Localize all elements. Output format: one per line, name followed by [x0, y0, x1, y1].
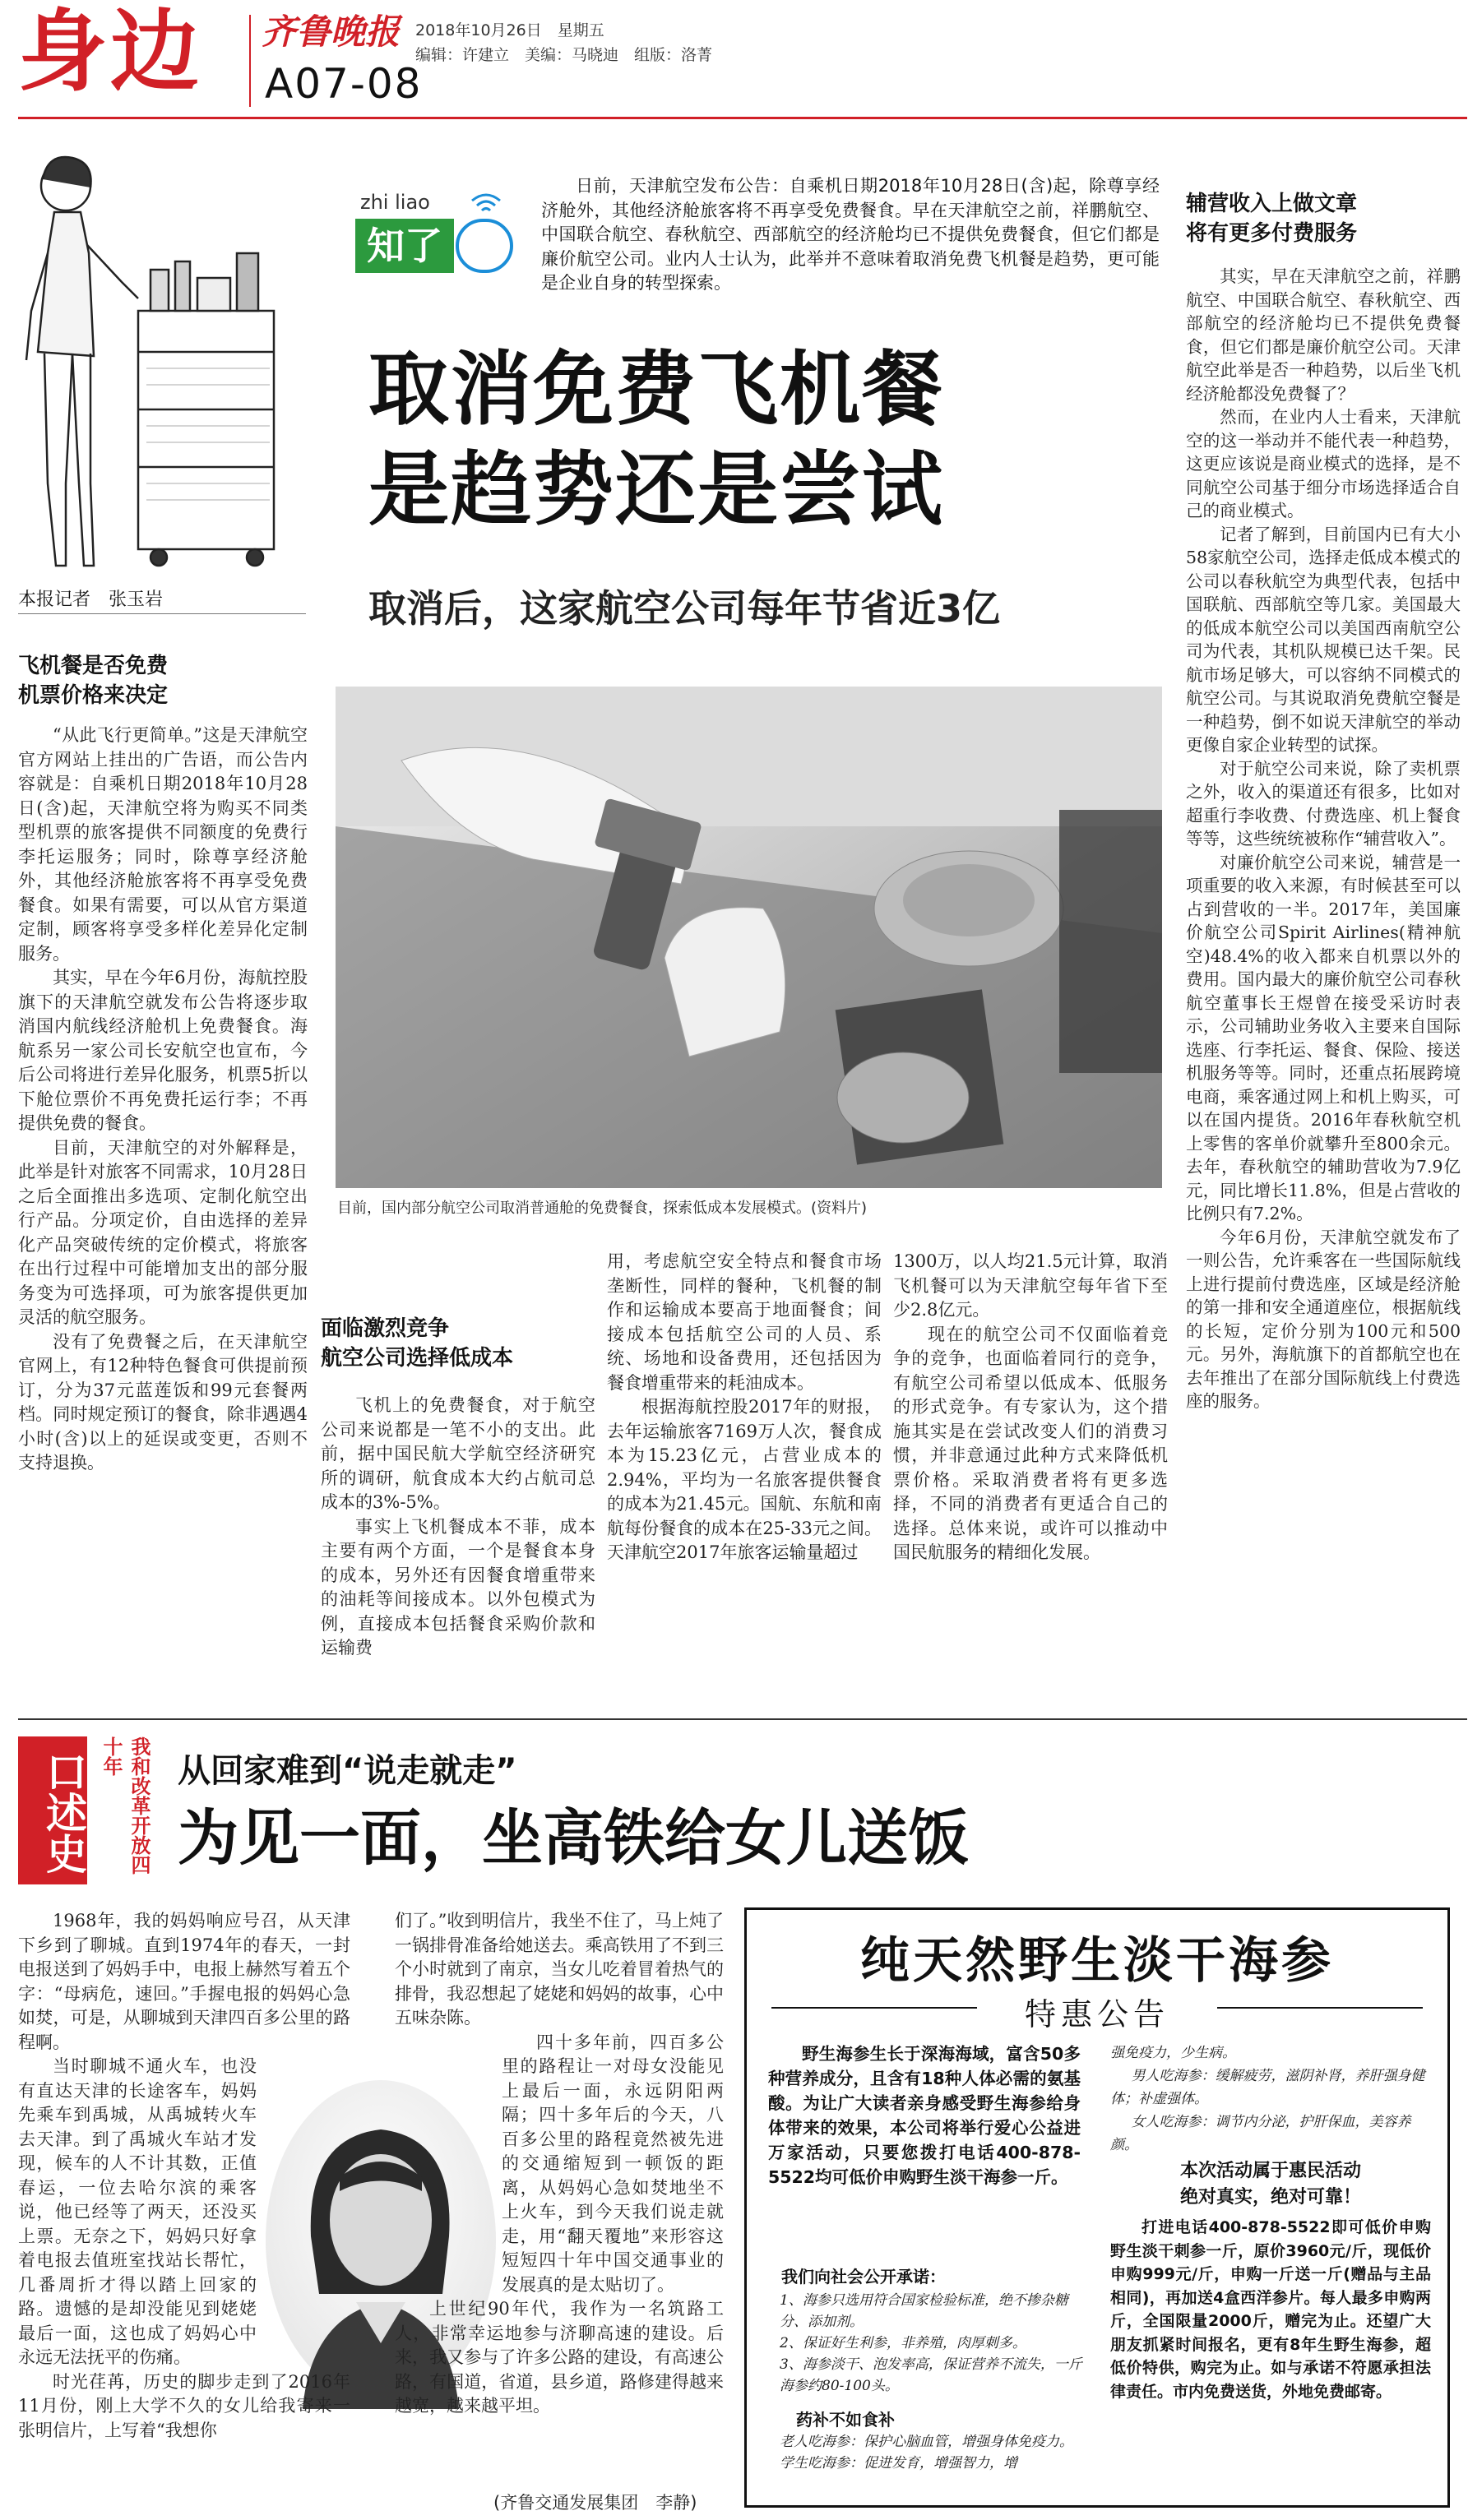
paragraph: 上世纪90年代，我作为一名筑路工人，非常幸运地参与济聊高速的建设。后来，我又参与了许多公路的建设，有高速公路，有国道，省道，县乡道，路修建得越来越宽，越来越平坦。	[395, 2299, 724, 2416]
zhiliao-pinyin: zhi liao	[360, 191, 430, 214]
paragraph: 其实，早在今年6月份，海航控股旗下的天津航空就发布公告将逐步取消国内航线经济舱机上免费餐食。海航系另一家公司长安航空也宣布，今后公司将进行差异化服务，机票5折以下舱位票价不再免费托运行李；不再提供免费的餐食。	[18, 968, 308, 1133]
ad-box	[744, 1907, 1450, 2508]
ad-subtitle: 特惠公告	[1024, 1996, 1169, 2032]
editors-line: 编辑：许建立 美编：马晓迪 组版：洛菁	[415, 46, 713, 64]
badge-main: 口述史	[18, 1736, 87, 1884]
col4-body	[893, 1250, 1168, 1565]
oral-history-badge	[18, 1736, 158, 1884]
paragraph: 事实上飞机餐成本不菲，成本主要有两个方面，一个是餐食本身的成本，另外还有因餐食增重带来的油耗等间接成本。以外包模式为例，直接成本包括餐食采购价款和运输费	[321, 1516, 595, 1658]
paragraph: 时光荏苒，历史的脚步走到了2016年11月份，刚上大学不久的女儿给我寄来一张明信片，上写着“我想你	[18, 2371, 350, 2440]
paragraph: 目前，天津航空的对外解释是，此举是针对旅客不同需求，10月28日之后全面推出多选项、定制化航空出行产品。分项定价，自由选择的差异化产品突破传统的定价模式，将旅客在出行过程中可能增加支出的部分服务变为可选择项，可为旅客提供更加灵活的航空服务。	[18, 1137, 308, 1327]
masthead-rule	[18, 117, 1467, 119]
stewardess-illustration	[15, 138, 286, 578]
paragraph: 对廉价航空公司来说，辅营是一项重要的收入来源，有时候甚至可以占到营收的一半。2017年，美国廉价航空公司Spirit Airlines(精神航空)48.4%的收入都来自机票以外的费用。国内最大的廉价航空公司春秋航空董事长王煜曾在接受采访时表示，公司辅助业务收入主要来自国际选座、行李托运、餐食、保险、接送机服务等等。同时，还重点拓展跨境电商，乘客通过网上和机上购买，可以在国内提货。2016年春秋航空机上零售的客单价就攀升至800余元。去年，春秋航空的辅助营收为7.9亿元，同比增长11.8%，但是占营收的比例只有7.2%。	[1186, 852, 1461, 1223]
ad-benefit-item: 强免疫力，少生病。	[1110, 2045, 1236, 2061]
story2-headline: 为见一面，坐高铁给女儿送饭	[178, 1803, 969, 1874]
ad-benefit-item: 老人吃海参：保护心脑血管，增强身体免疫力。	[780, 2434, 1073, 2450]
ad-promises	[780, 2290, 1084, 2397]
ad-benefit-item: 男人吃海参：缓解疲劳，滋阴补肾，养肝强身健体；补虚强体。	[1110, 2068, 1425, 2107]
paragraph: 对于航空公司来说，除了卖机票之外，收入的渠道还有很多，比如对超重行李收费、付费选座、机上餐食等等，这些统统被称作“辅营收入”。	[1186, 758, 1461, 848]
ad-title: 纯天然野生淡干海参	[860, 1932, 1334, 1990]
ad-offer: 打进电话400-878-5522即可低价申购野生淡干刺参一斤，原价3960元/斤，现低价申购999元/斤，申购一斤送一斤(赠品与主品相同)，再加送4盒西洋参片。每人最多申购两斤，全国限量2000斤，赠完为止。还望广大朋友抓紧时间报名，更有8年生野生海参，超低价特供，购完为止。如与承诺不符愿承担法律责任。市内免费送货，外地免费邮寄。	[1110, 2218, 1431, 2401]
masthead-divider	[249, 15, 251, 107]
ad-event-line2: 绝对真实，绝对可靠！	[1179, 2187, 1361, 2208]
headline-subtitle: 取消后，这家航空公司每年节省近3亿	[368, 586, 1001, 631]
ad-benefits-left	[780, 2431, 1084, 2474]
byline-rule	[18, 613, 306, 614]
paper-logo: 齐鲁晚报	[262, 12, 401, 52]
ad-benefits-right	[1110, 2041, 1431, 2157]
ad-benefit-item: 女人吃海参：调节内分泌，护肝保血，美容养颜。	[1110, 2114, 1411, 2153]
headline-line1: 取消免费飞机餐	[368, 343, 945, 437]
paragraph: 用，考虑航空安全特点和餐食市场垄断性，同样的餐种，飞机餐的制作和运输成本要高于地面餐食；间接成本包括航空公司的人员、系统、场地和设备费用，还包括因为餐食增重带来的耗油成本。	[607, 1251, 882, 1393]
paragraph: 记者了解到，目前国内已有大小58家航空公司，选择走低成本模式的公司以春秋航空为典型代表，包括中国联航、西部航空等几家。美国最大的低成本航空公司以美国西南航空公司为代表，其机队规模已达千架。民航市场足够大，可以容纳不同模式的航空公司。与其说取消免费航空餐是一种趋势，倒不如说天津航空的举动更像自家企业转型的试探。	[1186, 524, 1461, 755]
paragraph: 没有了免费餐之后，在天津航空官网上，有12种特色餐食可供提前预订，分为37元蓝莲饭和99元套餐两档。同时规定预订的餐食，除非遇遇4小时(含)以上的延误或变更，否则不支持退换。	[18, 1331, 308, 1473]
issue-date: 2018年10月26日 星期五	[415, 21, 604, 39]
ad-benefit-head: 药补不如食补	[796, 2410, 895, 2430]
col1-subhead: 飞机餐是否免费 机票价格来决定	[18, 654, 169, 708]
zhiliao-text: 知了	[355, 219, 454, 273]
zhiliao-badge	[354, 191, 518, 281]
intro-text: 日前，天津航空发布公告：自乘机日期2018年10月28日(含)起，除尊享经济舱外，其他经济舱旅客将不再享受免费餐食。早在天津航空之前，祥鹏航空、中国联合航空、春秋航空、西部航空的经济舱均已不提供免费餐食，但它们都是廉价航空公司。业内人士认为，此举并不意味着取消免费飞机餐是趋势，更可能是企业自身的转型探索。	[541, 176, 1160, 293]
ad-promise-item: 1、海参只选用符合国家检验标准，绝不掺杂糖分、添加剂。	[780, 2292, 1068, 2330]
ad-promise-item: 2、保证好生利参，非养殖，肉厚刺多。	[780, 2335, 1026, 2351]
badge-side: 我和改革开放四十年	[100, 1736, 151, 1875]
story2-right-body	[395, 1909, 724, 2419]
ad-promise-head: 我们向社会公开承诺：	[781, 2267, 946, 2286]
col3-body	[607, 1250, 882, 1565]
paragraph: “从此飞行更简单。”这是天津航空官方网站上挂出的广告语，而公告内容就是：自乘机日期2018年10月28日(含)起，天津航空将为购买不同类型机票的旅客提供不同额度的免费行李托运服务；同时，除尊享经济舱外，其他经济舱旅客将不再享受免费餐食。如果有需要，可以从官方渠道定制，顾客将享受多样化差异化定制服务。	[18, 725, 308, 964]
page-number: A07-08	[265, 60, 423, 108]
paragraph: 其实，早在天津航空之前，祥鹏航空、中国联合航空、春秋航空、西部航空的经济舱均已不提供免费餐食，但它们都是廉价航空公司。天津航空此举是否一种趋势，以后坐飞机经济舱都没免费餐了？	[1186, 266, 1461, 404]
headline-line2: 是趋势还是尝试	[368, 443, 945, 537]
col5-body	[1186, 265, 1461, 1413]
col2-subhead: 面临激烈竞争 航空公司选择低成本	[321, 1316, 514, 1371]
story2-kicker: 从回家难到“说走就走”	[178, 1752, 517, 1790]
ear-icon	[456, 219, 513, 273]
story2-signature: (齐鲁交通发展集团 李静)	[493, 2493, 697, 2513]
col5-subhead: 辅营收入上做文章 将有更多付费服务	[1186, 192, 1358, 246]
paragraph: 1968年，我的妈妈响应号召，从天津下乡到了聊城。直到1974年的春天，一封电报送到了妈妈手中，电报上赫然写着五个字：“母病危，速回。”手握电报的妈妈心急如焚，可是，从聊城到天津四百多公里的路程啊。	[18, 1911, 350, 2052]
section-divider	[18, 1718, 1467, 1720]
story2-left-body	[18, 1909, 350, 2443]
wifi-icon	[469, 191, 503, 215]
paragraph: 1300万，以人均21.5元计算，取消飞机餐可以为天津航空每年省下至少2.8亿元。	[893, 1251, 1168, 1320]
paragraph: 们了。”收到明信片，我坐不住了，马上炖了一锅排骨准备给她送去。乘高铁用了不到三个小时就到了南京，当女儿吃着冒着热气的排骨，我忍想起了姥姥和妈妈的故事，心中五味杂陈。	[395, 1911, 724, 2028]
paragraph: 然而，在业内人士看来，天津航空的这一举动并不能代表一种趋势，这更应该说是商业模式的选择，是不同航空公司基于细分市场选择适合自己的商业模式。	[1186, 407, 1461, 520]
ad-intro: 野生海参生长于深海海域，富含50多种营养成分，且含有18种人体必需的氨基酸。为让广大读者亲身感受野生海参给身体带来的效果，本公司将举行爱心公益进万家活动，只要您拨打电话400-878-5522均可低价申购野生淡干海参一斤。	[768, 2044, 1081, 2187]
ad-promise-item: 3、海参淡干、泡发率高，保证营养不流失，一斤海参约80-100头。	[780, 2356, 1082, 2394]
section-title: 身边	[18, 1, 203, 104]
paragraph: 当时聊城不通火车，也没有直达天津的长途客车，妈妈先乘车到禹城，从禹城转火车去天津。到了禹城火车站才发现，候车的人不计其数，正值春运，一位去哈尔滨的乘客说，他已经等了两天，还没买上票。无奈之下，妈妈只好拿着电报去值班室找站长帮忙，几番周折才得以踏上回家的路。遗憾的是却没能见到姥姥最后一面，这也成了妈妈心中永远无法抚平的伤痛。	[18, 2056, 257, 2367]
photo-caption: 目前，国内部分航空公司取消普通舱的免费餐食，探索低成本发展模式。(资料片)	[337, 1200, 868, 1217]
paragraph: 根据海航控股2017年的财报，去年运输旅客7169万人次，餐食成本为15.23亿元，占营业成本的2.94%，平均为一名旅客提供餐食的成本为21.45元。国航、东航和南航每份餐食的成本在25-33元之间。天津航空2017年旅客运输量超过	[607, 1397, 882, 1562]
paragraph: 四十多年前，四百多公里的路程让一对母女没能见上最后一面，永远阴阳两隔；四十多年后的今天，八百多公里的路程竟然被先进的交通缩短到一顿饭的距离，从妈妈心急如焚地坐不上火车，到今天我们说走就走，用“翻天覆地”来形容这短短四十年中国交通事业的发展真的是太贴切了。	[502, 2032, 724, 2295]
col1-body	[18, 724, 308, 1476]
ad-event-line1: 本次活动属于惠民活动	[1179, 2161, 1361, 2181]
byline: 本报记者 张玉岩	[18, 590, 164, 610]
paragraph: 飞机上的免费餐食，对于航空公司来说都是一笔不小的支出。此前，据中国民航大学航空经济研究所的调研，航食成本大约占航司总成本的3%-5%。	[321, 1395, 595, 1512]
news-photo	[336, 687, 1162, 1188]
col2-body	[321, 1394, 595, 1661]
paragraph: 今年6月份，天津航空就发布了一则公告，允许乘客在一些国际航线上进行提前付费选座，区域是经济舱的第一排和安全通道座位，根据航线的长短，定价分别为100元和500元。另外，海航旗下的首都航空也在去年推出了在部分国际航线上付费选座的服务。	[1186, 1227, 1461, 1411]
paragraph: 现在的航空公司不仅面临着竞争的竞争，也面临着同行的竞争，有航空公司希望以低成本、低服务的形式竞争。有专家认为，这个措施其实是在尝试改变人们的消费习惯，并非意通过此种方式来降低机票价格。采取消费者将有更多选择，不同的消费者有更适合自己的选择。总体来说，或许可以推动中国民航服务的精细化发展。	[893, 1324, 1168, 1562]
ad-benefit-item: 学生吃海参：促进发育，增强智力，增	[780, 2455, 1017, 2471]
